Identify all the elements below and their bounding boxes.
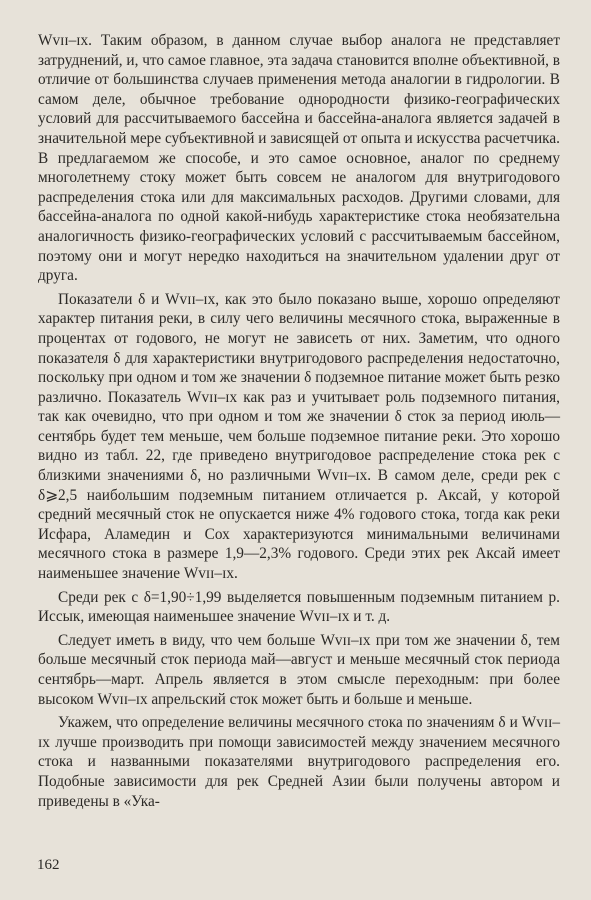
paragraph-2: Показатели δ и Wᴠɪɪ–ɪx, как это было показано выше, хорошо определяют характер питания реки, в силу чего величины месячного стока, выраженные в процентах от годового, не могут не зависеть от них. Заметим, что одного показателя δ для характеристики внутригодового распределения недостаточно, поскольку при одном и том же значении δ подземное питание может быть резко различно. Показатель Wᴠɪɪ–ɪx как раз и учитывает роль подземного питания, так как очевидно, что при одном и том же значении δ сток за период июль—сентябрь будет тем меньше, чем больше подземное питание реки. Это хорошо видно из табл. 22, где приведено внутригодовое распределение стока рек с близкими значениями δ, но различными Wᴠɪɪ–ɪx. В самом деле, среди рек с δ⩾2,5 наибольшим подземным питанием отличается р. Аксай, у которой средний месячный сток не опускается ниже 4% годового стока, тогда как реки Исфара, Аламедин и Сох характеризуются минимальными величинами месячного стока в размере 1,9—2,3% годового. Среди этих рек Аксай имеет наименьшее значение Wᴠɪɪ–ɪx. bbox=[38, 290, 560, 583]
paragraph-5: Укажем, что определение величины месячного стока по значениям δ и Wᴠɪɪ–ɪx лучше производить при помощи зависимостей между значением месячного стока и названными показателями внутригодового распределения его. Подобные зависимости для рек Средней Азии были получены автором и приведены в «Ука- bbox=[38, 714, 560, 810]
body-text bbox=[38, 31, 560, 811]
paragraph-4: Следует иметь в виду, что чем больше Wᴠɪɪ–ɪx при том же значении δ, тем больше месячный сток периода май—август и меньше месячный сток периода сентябрь—март. Апрель является в этом смысле переходным: при более высоком Wᴠɪɪ–ɪx апрельский сток может быть и больше и меньше. bbox=[38, 631, 560, 708]
paragraph-1: Wᴠɪɪ–ɪx. Таким образом, в данном случае выбор аналога не представляет затруднений, и, что самое главное, эта задача становится вполне объективной, в отличие от большинства случаев применения метода аналогии в гидрологии. В самом деле, обычное требование однородности физико-географических условий для рассчитываемого бассейна и бассейна-аналога является задачей в значительной мере субъективной и зависящей от опыта и искусства расчетчика. В предлагаемом же способе, и это самое основное, аналог по среднему многолетнему стоку может быть совсем не аналогом для внутригодового распределения стока или для максимальных расходов. Другими словами, для бассейна-аналога по одной какой-нибудь характеристике стока необязательна аналогичность физико-географических условий с рассчитываемым бассейном, поэтому они и могут нередко находиться на значительном удалении друг от друга. bbox=[38, 32, 561, 285]
paragraph-3: Среди рек с δ=1,90÷1,99 выделяется повышенным подземным питанием р. Иссык, имеющая наименьшее значение Wᴠɪɪ–ɪx и т. д. bbox=[38, 588, 560, 626]
page-number: 162 bbox=[37, 857, 60, 873]
